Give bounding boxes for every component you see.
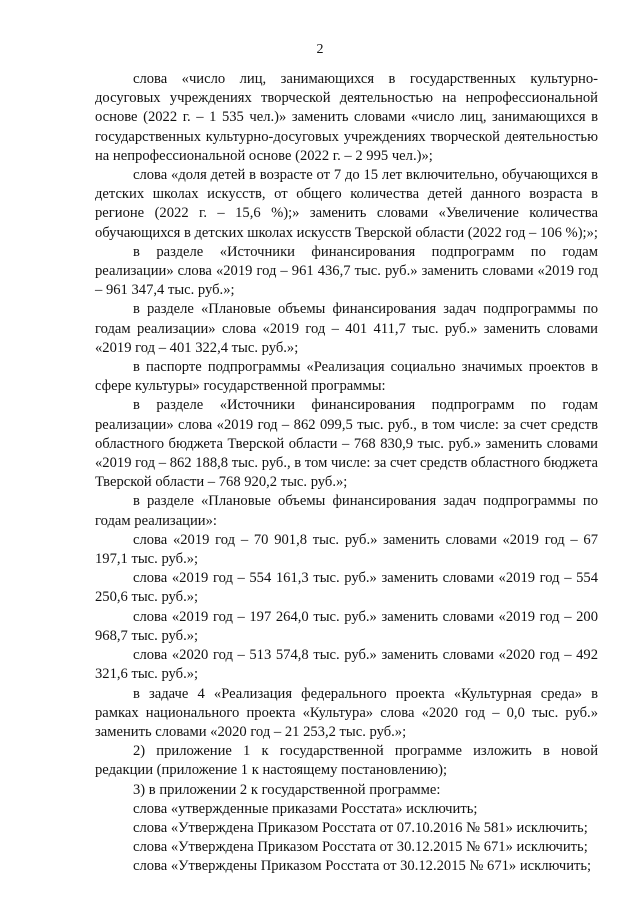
paragraph: слова «Утверждена Приказом Росстата от 07.10.2016 № 581» исключить; [133, 819, 588, 836]
page-number: 2 [316, 42, 324, 57]
paragraph: в задаче 4 «Реализация федерального проекта «Культурная среда» в рамках национального проекта «Культура» слова «2020 год – 0,0 тыс. руб.» заменить словами «2020 год – 21 253,2 тыс. руб.»; [95, 685, 598, 740]
paragraph: в разделе «Плановые объемы финансирования задач подпрограммы по годам реализации» слова «2019 год – 401 411,7 тыс. руб.» заменить словами «2019 год – 401 322,4 тыс. руб.»; [95, 301, 598, 356]
paragraph: слова «доля детей в возрасте от 7 до 15 лет включительно, обучающихся в детских школах искусств, от общего количества детей данного возраста в регионе (2022 г. – 15,6 %);» заменить словами «Увеличение количества обучающихся в детских школах искусств Тверской области (2022 год – 106 %);»; [95, 167, 598, 241]
paragraph: в разделе «Плановые объемы финансирования задач подпрограммы по годам реализации»: [95, 493, 598, 529]
paragraph: в разделе «Источники финансирования подпрограмм по годам реализации» слова «2019 год – 862 099,5 тыс. руб., в том числе: за счет средств областного бюджета Тверской области – 768 830,9 тыс. руб.» заменить словами «2019 год – 862 188,8 тыс. руб., в том числе: за счет средств областного бюджета Тверской области – 768 920,2 тыс. руб.»; [95, 397, 598, 491]
paragraph: слова «Утверждена Приказом Росстата от 30.12.2015 № 671» исключить; [133, 839, 588, 856]
paragraph: слова «2019 год – 197 264,0 тыс. руб.» заменить словами «2019 год – 200 968,7 тыс. руб.»; [95, 608, 598, 644]
paragraph: слова «Утверждены Приказом Росстата от 30.12.2015 № 671» исключить; [133, 858, 592, 875]
paragraph: слова «утвержденные приказами Росстата» исключить; [133, 800, 478, 817]
paragraph: слова «2019 год – 554 161,3 тыс. руб.» заменить словами «2019 год – 554 250,6 тыс. руб.»; [95, 570, 598, 606]
paragraph: в паспорте подпрограммы «Реализация социально значимых проектов в сфере культуры» государственной программы: [95, 359, 598, 395]
paragraph: слова «2020 год – 513 574,8 тыс. руб.» заменить словами «2020 год – 492 321,6 тыс. руб.»; [95, 647, 598, 683]
paragraph: слова «число лиц, занимающихся в государственных культурно-досуговых учреждениях творческой деятельностью на непрофессиональной основе (2022 г. – 1 535 чел.)» заменить словами «число лиц, занимающихся в государственных культурно-досуговых учреждениях творческой деятельностью на непрофессиональной основе (2022 г. – 2 995 чел.)»; [95, 71, 598, 164]
paragraph: слова «2019 год – 70 901,8 тыс. руб.» заменить словами «2019 год – 67 197,1 тыс. руб.»; [95, 531, 598, 568]
document-body [95, 70, 598, 877]
paragraph: 2) приложение 1 к государственной программе изложить в новой редакции (приложение 1 к настоящему постановлению); [95, 743, 598, 779]
paragraph: 3) в приложении 2 к государственной программе: [133, 781, 441, 798]
paragraph: в разделе «Источники финансирования подпрограмм по годам реализации» слова «2019 год – 961 436,7 тыс. руб.» заменить словами «2019 год – 961 347,4 тыс. руб.»; [95, 243, 598, 299]
